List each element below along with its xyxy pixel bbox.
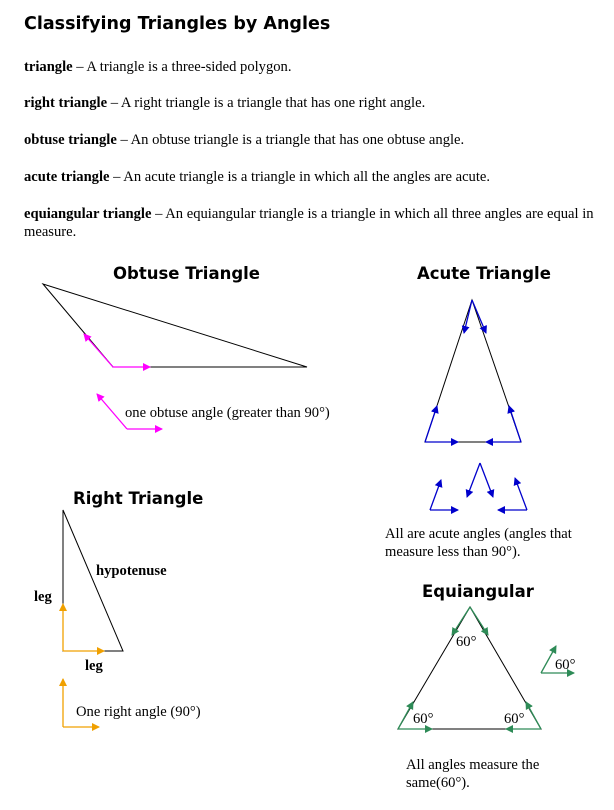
obtuse-triangle-heading: Obtuse Triangle — [113, 264, 261, 283]
equiangular-angle-arrow — [452, 607, 470, 635]
definition-term: acute triangle — [24, 169, 110, 185]
acute-triangle-heading: Acute Triangle — [417, 264, 551, 283]
page-title: Classifying Triangles by Angles — [24, 14, 331, 34]
acute-caption: All are acute angles (angles that measure less than 90°). — [385, 526, 572, 560]
obtuse-caption: one obtuse angle (greater than 90°) — [125, 405, 330, 421]
right-triangle-heading: Right Triangle — [73, 489, 204, 508]
definition-term: right triangle — [24, 95, 108, 111]
equiangular-angle-arrow — [470, 607, 488, 635]
right-caption: One right angle (90°) — [76, 704, 201, 720]
right-triangle — [63, 510, 123, 651]
equiangular-angle-arrow — [526, 702, 541, 729]
hypotenuse-label: hypotenuse — [96, 563, 167, 579]
equiangular-angle-top: 60° — [456, 634, 477, 650]
acute-angle-arrow — [472, 300, 486, 333]
leg-label-horizontal: leg — [85, 658, 103, 674]
definition-text: – An acute triangle is a triangle in which all the angles are acute. — [109, 169, 491, 185]
equiangular-angle-arrow — [398, 702, 413, 729]
acute-angle-arrow — [509, 406, 521, 442]
definition-text: – An equiangular triangle is a triangle in which all three angles are equal in measure. — [24, 206, 594, 240]
definition-text: – A right triangle is a triangle that has one right angle. — [107, 95, 426, 111]
equiangular-angle-right: 60° — [504, 711, 525, 727]
equiangular-angle-left: 60° — [413, 711, 434, 727]
obtuse-angle-arrow — [84, 334, 113, 367]
definition-text: – An obtuse triangle is a triangle that has one obtuse angle. — [116, 132, 465, 148]
leg-label-vertical: leg — [34, 589, 52, 605]
acute-angle-arrow — [425, 406, 437, 442]
definition-text: – A triangle is a three-sided polygon. — [72, 59, 292, 75]
definition-term: equiangular triangle — [24, 206, 152, 222]
equiangular-caption: All angles measure the same(60°). — [406, 757, 540, 791]
definition-term: triangle — [24, 59, 73, 75]
obtuse-triangle — [43, 284, 307, 367]
equiangular-heading: Equiangular — [422, 582, 534, 601]
acute-angle-symbols — [430, 463, 527, 510]
acute-triangle — [425, 300, 521, 442]
definition-term: obtuse triangle — [24, 132, 117, 148]
sixty-degree-label: 60° — [555, 657, 576, 673]
acute-angle-arrow — [464, 300, 472, 333]
